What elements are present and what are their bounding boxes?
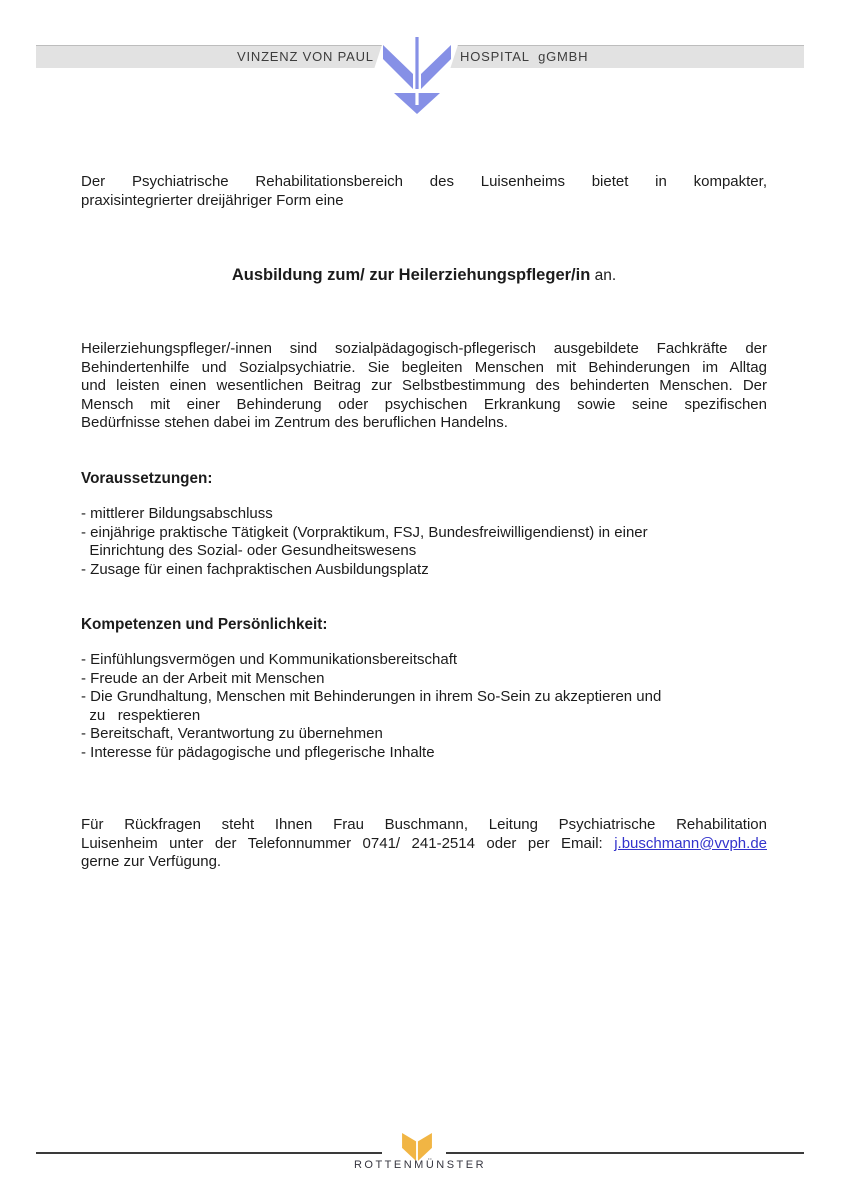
description-line: Bedürfnisse stehen dabei im Zentrum des beruflichen Handelns. bbox=[81, 414, 508, 432]
requirement-item: - mittlerer Bildungsabschluss bbox=[81, 505, 273, 522]
contact-line: Für Rückfragen steht Ihnen Frau Buschmann, Leitung Psychiatrische Rehabilitation bbox=[81, 816, 767, 833]
requirement-item: - Zusage für einen fachpraktischen Ausbildungsplatz bbox=[81, 560, 429, 578]
contact-line: gerne zur Verfügung. bbox=[81, 853, 222, 871]
vinzenz-von-paul-logo-icon bbox=[383, 37, 451, 114]
competency-item: - Interesse für pädagogische und pflegerische Inhalte bbox=[81, 743, 435, 761]
requirements-list bbox=[81, 505, 767, 579]
footer-rule-left bbox=[36, 1152, 382, 1154]
contact-line-prefix: Luisenheim unter der Telefonnummer 0741/ 241-2514 oder per Email: bbox=[81, 834, 615, 852]
competencies-title: Kompetenzen und Persönlichkeit: bbox=[81, 616, 328, 633]
description-line: Behindertenhilfe und Sozialpsychiatrie. Sie begleiten Menschen mit Behinderungen im Alltag bbox=[81, 358, 767, 376]
contact-paragraph bbox=[81, 816, 767, 872]
competency-item: - Bereitschaft, Verantwortung zu übernehmen bbox=[81, 725, 383, 743]
competency-item: - Freude an der Arbeit mit Menschen bbox=[81, 669, 325, 687]
intro-line: Der Psychiatrische Rehabilitationsbereich des Luisenheims bietet in kompakter, bbox=[81, 173, 767, 190]
competencies-list bbox=[81, 651, 767, 763]
requirement-item-continuation: Einrichtung des Sozial- oder Gesundheitswesens bbox=[81, 542, 417, 560]
competency-item: - Einfühlungsvermögen und Kommunikationsbereitschaft bbox=[81, 651, 458, 668]
headline-bold-text: Ausbildung zum/ zur Heilerziehungspfleger/in bbox=[231, 266, 591, 284]
email-link[interactable]: j.buschmann@vvph.de bbox=[614, 834, 767, 852]
headline bbox=[81, 266, 767, 286]
description-line: Mensch mit einer Behinderung oder psychischen Erkrankung sowie seine spezifischen bbox=[81, 395, 767, 413]
requirement-item: - einjährige praktische Tätigkeit (Vorpraktikum, FSJ, Bundesfreiwilligendienst) in einer bbox=[81, 523, 648, 541]
intro-paragraph bbox=[81, 173, 767, 210]
headline-normal-text: an. bbox=[590, 267, 617, 284]
header-left-text: VINZENZ VON PAUL bbox=[237, 49, 374, 64]
competency-item: - Die Grundhaltung, Menschen mit Behinderungen in ihrem So-Sein zu akzeptieren und bbox=[81, 688, 662, 706]
requirements-title: Voraussetzungen: bbox=[81, 470, 213, 487]
description-line: und leisten einen wesentlichen Beitrag zur Selbstbestimmung des behinderten Menschen. Der bbox=[81, 377, 767, 395]
competency-item-continuation: zu respektieren bbox=[81, 706, 201, 724]
intro-line: praxisintegrierter dreijähriger Form eine bbox=[81, 191, 344, 209]
rottenmuenster-logo-icon bbox=[400, 1133, 434, 1161]
footer-brand: ROTTENMÜNSTER bbox=[353, 1159, 487, 1171]
description-paragraph bbox=[81, 340, 767, 433]
header-right-text: HOSPITAL gGMBH bbox=[460, 49, 589, 64]
footer-rule-right bbox=[446, 1152, 804, 1154]
contact-line bbox=[81, 835, 767, 854]
description-line: Heilerziehungspfleger/-innen sind sozialpädagogisch-pflegerisch ausgebildete Fachkräfte der bbox=[81, 340, 767, 357]
